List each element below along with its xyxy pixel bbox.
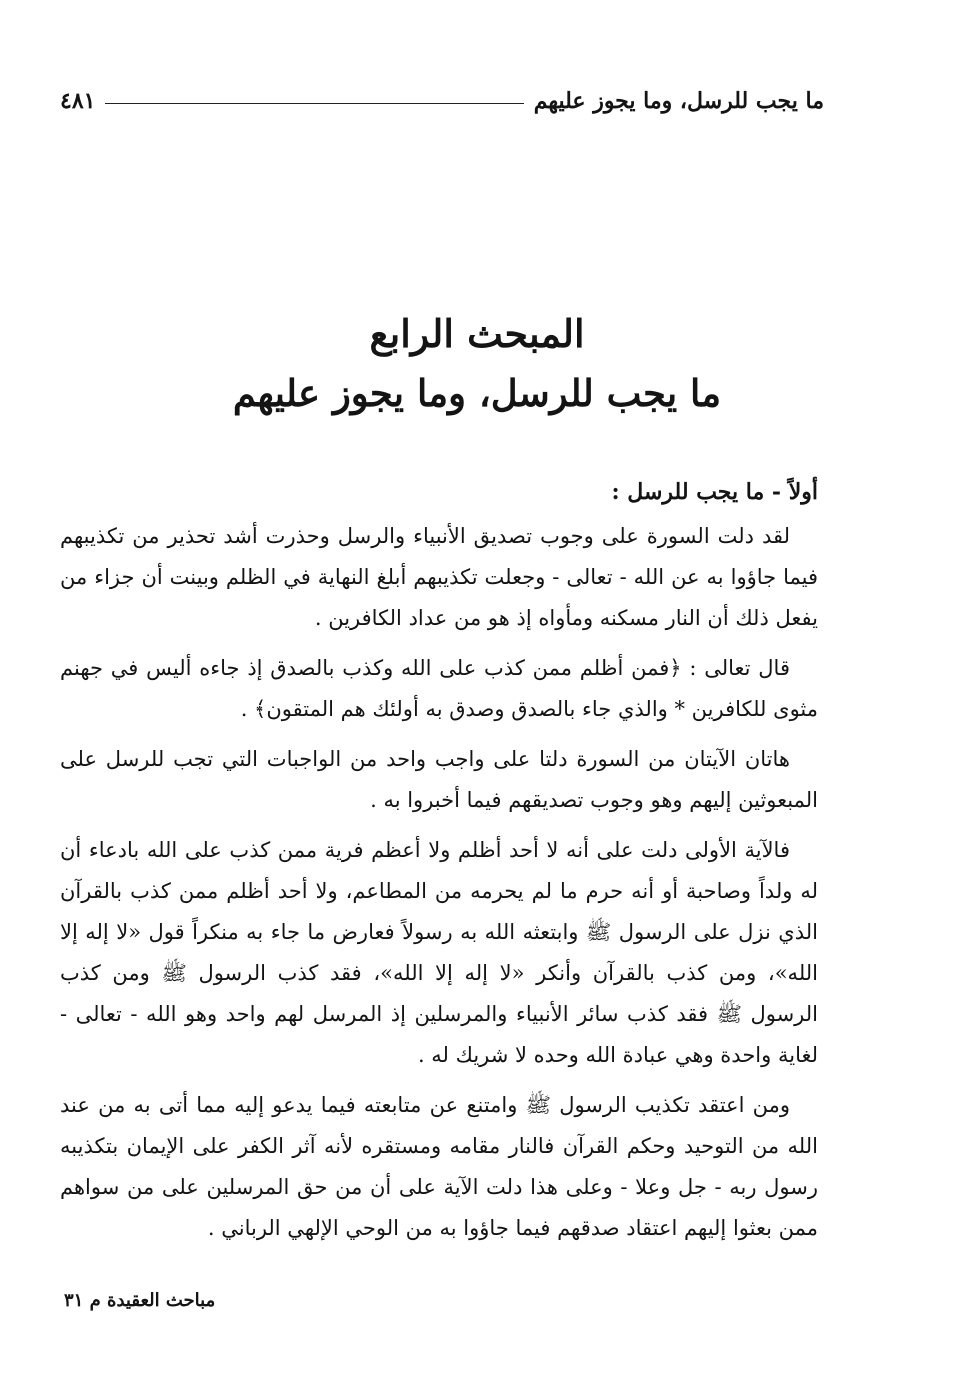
header-rule xyxy=(105,103,523,104)
running-header xyxy=(60,88,824,114)
paragraph: لقد دلت السورة على وجوب تصديق الأنبياء والرسل وحذرت أشد تحذير من تكذيبهم فيما جاؤوا به عن الله - تعالى - وجعلت تكذيبهم أبلغ النهاية في الظلم وبينت أن جزاء من يفعل ذلك أن النار مسكنه ومأواه إذ هو من عداد الكافرين . xyxy=(60,524,818,630)
chapter-subtitle: ما يجب للرسل، وما يجوز عليهم xyxy=(232,371,722,415)
paragraph: ومن اعتقد تكذيب الرسول ﷺ وامتنع عن متابعته فيما يدعو إليه مما أتى به من عند الله من التوحيد وحكم القرآن فالنار مقامه ومستقره لأنه آثر الكفر على الإيمان بتكذيبه رسول ربه - جل وعلا - وعلى هذا دلت الآية على أن من حق المرسلين على من سواهم ممن بعثوا إليهم اعتقاد صدقهم فيما جاؤوا به من الوحي الإلهي الرباني . xyxy=(60,1093,818,1240)
chapter-title: المبحث الرابع xyxy=(369,311,585,356)
footer-signature: مباحث العقيدة م ٣١ xyxy=(64,1290,216,1311)
paragraph: فالآية الأولى دلت على أنه لا أحد أظلم ولا أعظم فرية ممن كذب على الله بادعاء أن له ولداً وصاحبة أو أنه حرم ما لم يحرمه من المطاعم، ولا أحد أظلم ممن كذب بالقرآن الذي نزل على الرسول ﷺ وابتعثه الله به رسولاً فعارض ما جاء به منكراً قول «لا إله إلا الله»، ومن كذب بالقرآن وأنكر «لا إله إلا الله»، فقد كذب الرسول ﷺ ومن كذب الرسول ﷺ فقد كذب سائر الأنبياء والمرسلين إذ المرسل لهم واحد وهو الله - تعالى - لغاية واحدة وهي عبادة الله وحده لا شريك له . xyxy=(60,838,818,1067)
body-text xyxy=(60,470,818,1258)
paragraph: هاتان الآيتان من السورة دلتا على واجب واحد من الواجبات التي تجب للرسل على المبعوثين إليهم وهو وجوب تصديقهم فيما أخبروا به . xyxy=(60,747,818,812)
section-heading: أولاً - ما يجب للرسل : xyxy=(611,479,818,505)
page-number: ٤٨١ xyxy=(60,88,96,114)
running-title: ما يجب للرسل، وما يجوز عليهم xyxy=(533,88,824,114)
chapter-heading xyxy=(100,305,854,423)
quran-quote-paragraph: قال تعالى : ﴿فمن أظلم ممن كذب على الله وكذب بالصدق إذ جاءه أليس في جهنم مثوى للكافرين * والذي جاء بالصدق وصدق به أولئك هم المتقون﴾ . xyxy=(60,656,818,721)
